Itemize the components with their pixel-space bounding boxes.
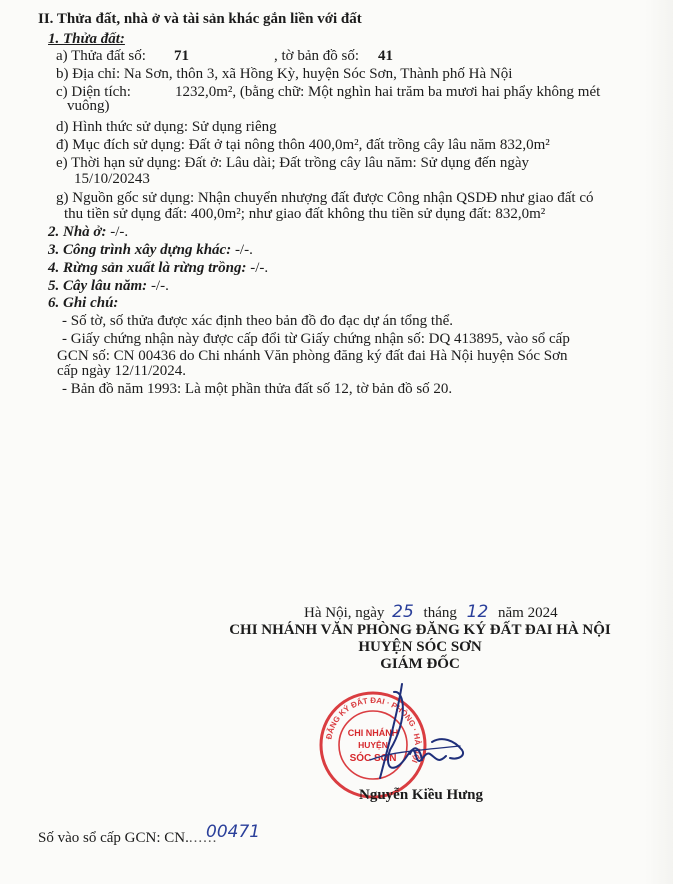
house-row xyxy=(48,223,128,241)
forest-label: 4. Rừng sản xuất là rừng trồng: xyxy=(48,260,247,276)
seal-inner-line2: HUYỆN xyxy=(358,740,388,750)
forest-value: -/-. xyxy=(250,260,269,276)
handwritten-signature xyxy=(347,680,490,790)
date-year: năm 2024 xyxy=(498,605,558,621)
date-place: Hà Nội, ngày xyxy=(304,605,385,621)
date-month: 12 xyxy=(466,602,489,622)
date-line xyxy=(304,603,558,622)
house-label: 2. Nhà ở: xyxy=(48,224,107,240)
construction-value: -/-. xyxy=(234,242,253,258)
seal-inner-line1: CHI NHÁNH xyxy=(347,728,399,738)
seal-inner-line3: SÓC SƠN xyxy=(349,753,397,764)
notes-label: 6. Ghi chú: xyxy=(48,295,119,311)
perennial-value: -/-. xyxy=(150,278,169,294)
date-month-label: tháng xyxy=(423,605,457,621)
perennial-row xyxy=(48,277,169,295)
house-value: -/-. xyxy=(110,224,129,240)
notes-line3: GCN số: CN 00436 do Chi nhánh Văn phòng đăng ký đất đai Hà Nội huyện Sóc Sơn xyxy=(57,348,568,364)
construction-label: 3. Công trình xây dựng khác: xyxy=(48,242,232,258)
sheet-label: , tờ bản đồ số: xyxy=(274,48,360,64)
origin-line2: thu tiền sử dụng đất: 400,0m²; như giao đất không thu tiền sử dụng đất: 832,0m² xyxy=(64,206,546,222)
area-label: c) Diện tích: xyxy=(56,84,131,100)
usage-purpose: đ) Mục đích sử dụng: Đất ở tại nông thôn 400,0m², đất trồng cây lâu năm 832,0m² xyxy=(56,137,550,153)
parcel-row xyxy=(56,47,393,65)
registry-number: 00471 xyxy=(206,822,261,842)
notes-line5: - Bản đồ năm 1993: Là một phần thửa đất số 12, tờ bản đồ số 20. xyxy=(62,381,453,397)
org-line2: HUYỆN SÓC SƠN xyxy=(358,639,482,655)
construction-row xyxy=(48,241,253,259)
notes-line4: cấp ngày 12/11/2024. xyxy=(57,363,187,379)
usage-term: e) Thời hạn sử dụng: Đất ở: Lâu dài; Đất trồng cây lâu năm: Sử dụng đến ngày xyxy=(56,155,529,171)
registry-dots: ...... xyxy=(188,830,218,846)
parcel-label: a) Thửa đất số: xyxy=(56,48,146,64)
director-title: GIÁM ĐỐC xyxy=(380,656,460,672)
sheet-number: 41 xyxy=(378,48,393,64)
date-day: 25 xyxy=(392,602,414,622)
origin-line1: g) Nguồn gốc sử dụng: Nhận chuyển nhượng đất được Công nhận QSDĐ như giao đất có xyxy=(56,190,594,206)
org-line1: CHI NHÁNH VĂN PHÒNG ĐĂNG KÝ ĐẤT ĐAI HÀ NỘI xyxy=(229,622,611,638)
usage-term-date: 15/10/20243 xyxy=(74,171,150,187)
parcel-number: 71 xyxy=(174,48,189,64)
registry-line xyxy=(38,822,261,847)
area-value: 1232,0m², (bằng chữ: Một nghìn hai trăm ba mươi hai phẩy không mét xyxy=(175,84,601,100)
area-line2: vuông) xyxy=(67,98,110,114)
notes-line2: - Giấy chứng nhận này được cấp đổi từ Giấy chứng nhận số: DQ 413895, vào sổ cấp xyxy=(62,331,570,347)
section-title: II. Thửa đất, nhà ở và tài sản khác gắn liền với đất xyxy=(38,11,362,27)
scan-shadow xyxy=(645,0,673,884)
usage-form: d) Hình thức sử dụng: Sử dụng riêng xyxy=(56,119,277,135)
notes-line1: - Số tờ, số thửa được xác định theo bản đồ đo đạc dự án tổng thể. xyxy=(62,313,454,329)
address-line: b) Địa chỉ: Na Sơn, thôn 3, xã Hồng Kỳ, huyện Sóc Sơn, Thành phố Hà Nội xyxy=(56,66,513,82)
registry-label: Số vào sổ cấp GCN: CN. xyxy=(38,830,189,846)
forest-row xyxy=(48,259,268,277)
perennial-label: 5. Cây lâu năm: xyxy=(48,278,148,294)
land-heading: 1. Thửa đất: xyxy=(48,31,125,47)
seal-ring-text: ĐĂNG KÝ ĐẤT ĐAI · PHÒNG · HÀ NỘI xyxy=(324,695,423,765)
signer-name: Nguyễn Kiều Hưng xyxy=(359,787,484,803)
